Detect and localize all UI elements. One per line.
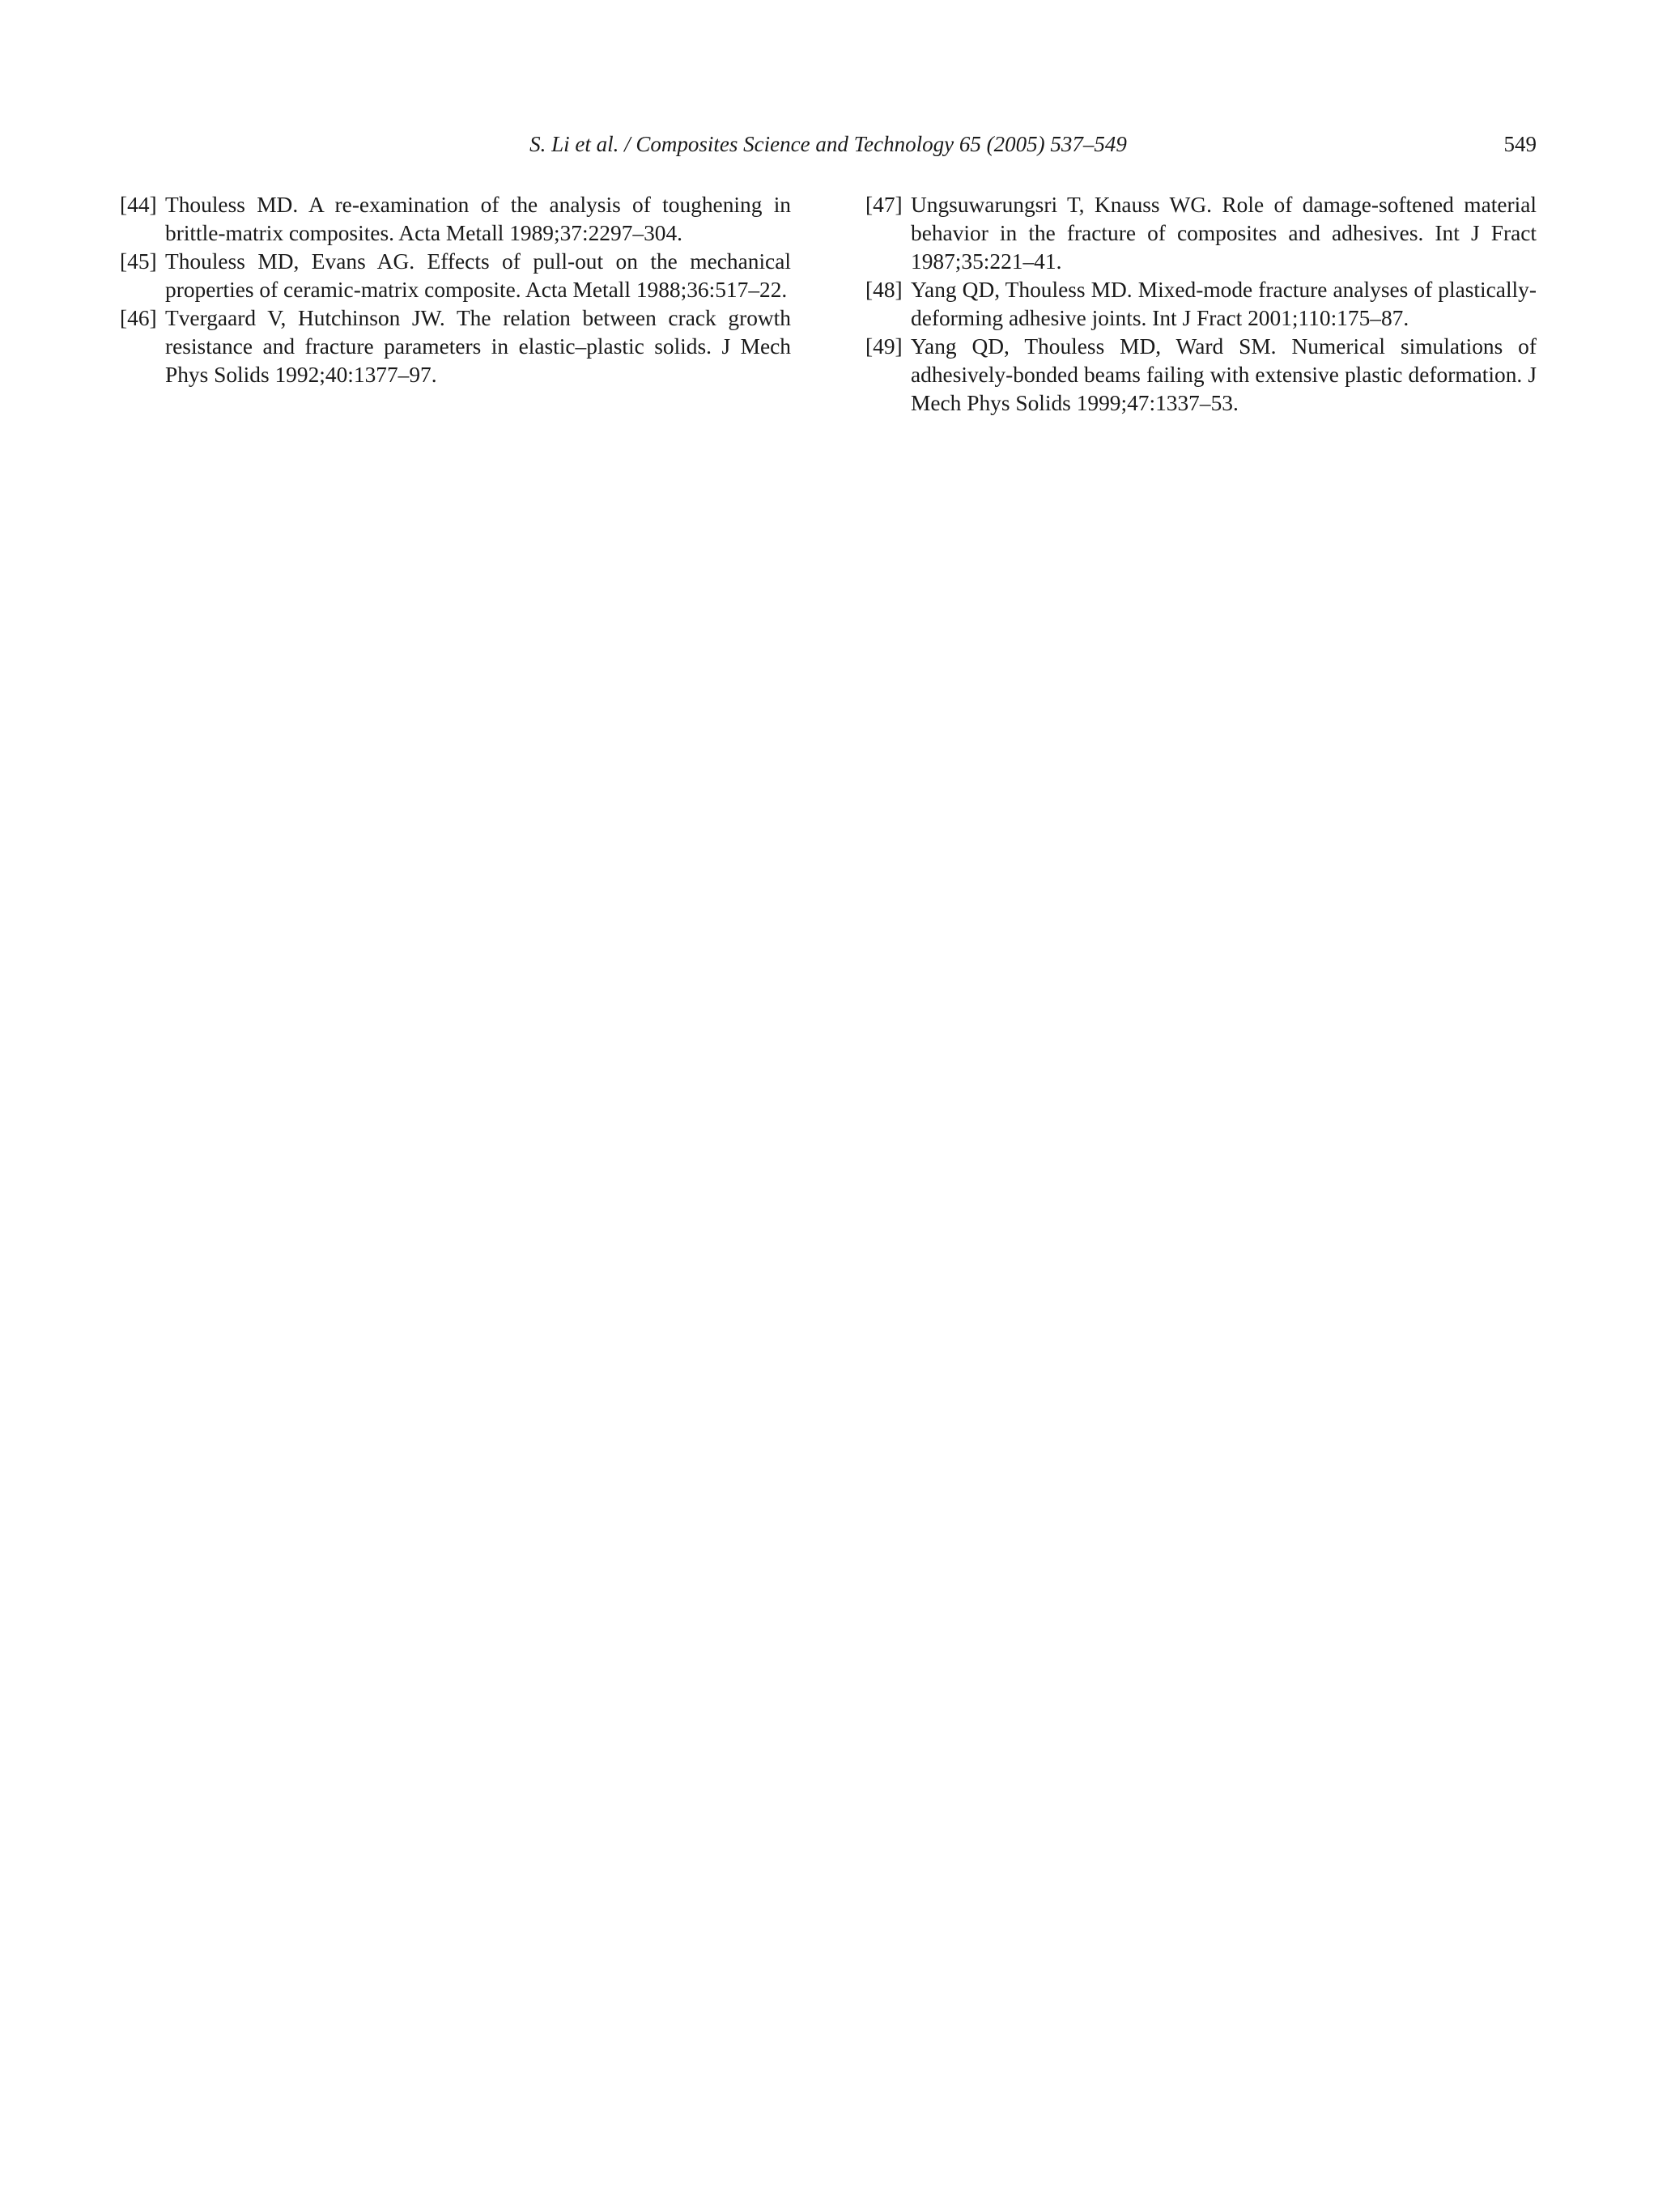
- reference-number: [44]: [120, 193, 157, 217]
- reference-item-46: [120, 304, 791, 389]
- reference-item-44: [120, 191, 791, 248]
- reference-number: [45]: [120, 249, 157, 274]
- page-number: 549: [1503, 132, 1537, 156]
- reference-number: [49]: [865, 334, 903, 359]
- reference-text: Thouless MD, Evans AG. Effects of pull-out on the mechanical properties of ceramic-matrix composite. Acta Metall 1988;36:517–22.: [165, 249, 791, 302]
- reference-number: [48]: [865, 278, 903, 302]
- reference-item-45: [120, 248, 791, 304]
- reference-text: Ungsuwarungsri T, Knauss WG. Role of damage-softened material behavior in the fracture of composites and adhesives. Int J Fract 1987;35:221–41.: [911, 193, 1537, 274]
- references-left-column: [120, 191, 791, 418]
- reference-number: [47]: [865, 193, 903, 217]
- reference-text: Thouless MD. A re-examination of the analysis of toughening in brittle-matrix composites. Acta Metall 1989;37:2297–304.: [165, 193, 791, 245]
- reference-item-48: [865, 276, 1537, 333]
- journal-citation-header: S. Li et al. / Composites Science and Technology 65 (2005) 537–549: [529, 132, 1127, 156]
- running-head: [120, 129, 1537, 162]
- reference-text: Yang QD, Thouless MD, Ward SM. Numerical simulations of adhesively-bonded beams failing with extensive plastic deformation. J Mech Phys Solids 1999;47:1337–53.: [911, 334, 1537, 415]
- reference-text: Tvergaard V, Hutchinson JW. The relation between crack growth resistance and fracture parameters in elastic–plastic solids. J Mech Phys Solids 1992;40:1377–97.: [165, 306, 791, 387]
- reference-text: Yang QD, Thouless MD. Mixed-mode fracture analyses of plastically-deforming adhesive joints. Int J Fract 2001;110:175–87.: [911, 278, 1537, 330]
- reference-item-49: [865, 333, 1537, 418]
- references-section: [120, 191, 1537, 418]
- reference-item-47: [865, 191, 1537, 276]
- references-right-column: [865, 191, 1537, 418]
- reference-number: [46]: [120, 306, 157, 330]
